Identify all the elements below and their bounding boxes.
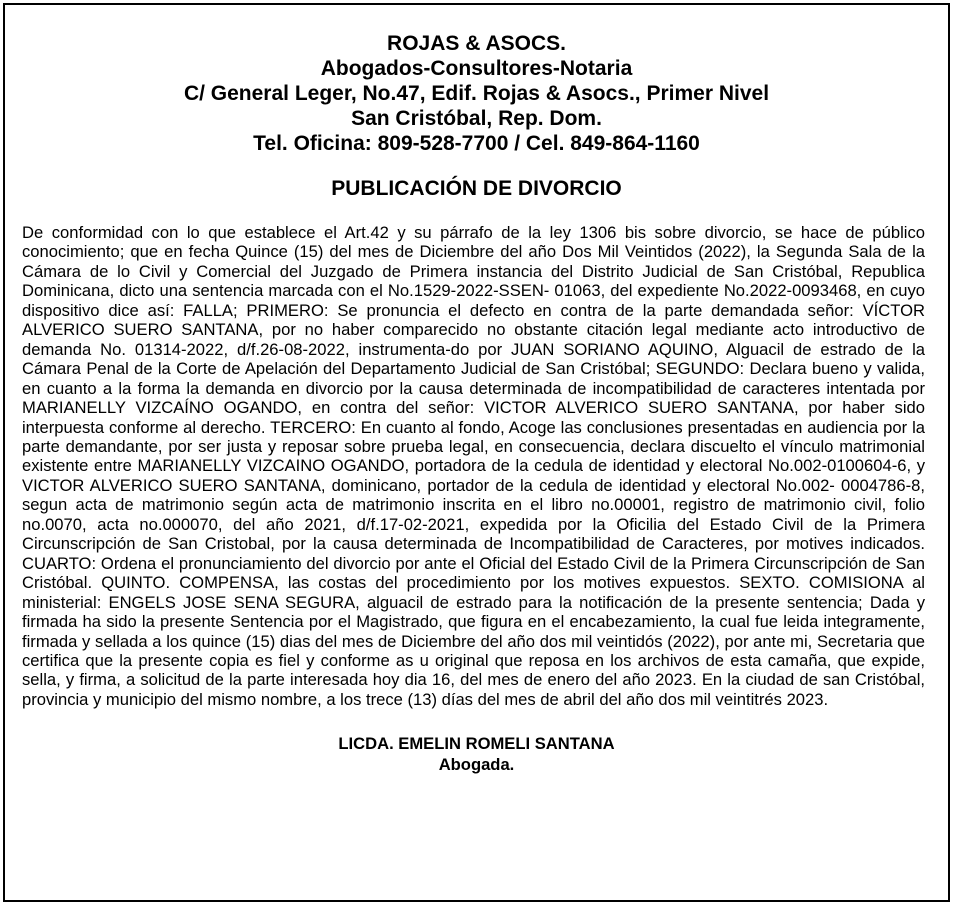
- notice-title: PUBLICACIÓN DE DIVORCIO: [331, 177, 622, 200]
- firm-address: C/ General Leger, No.47, Edif. Rojas & Asocs., Primer Nivel: [183, 82, 770, 105]
- firm-city: San Cristóbal, Rep. Dom.: [351, 107, 602, 130]
- firm-name: ROJAS & ASOCS.: [387, 32, 566, 55]
- letterhead: [5, 31, 948, 156]
- firm-phones: Tel. Oficina: 809-528-7700 / Cel. 849-864-1160: [253, 132, 700, 155]
- signature-block: [5, 733, 948, 775]
- notice-body: De conformidad con lo que establece el Art.42 y su párrafo de la ley 1306 bis sobre divorcio, se hace de público conocimiento; que en fecha Quince (15) del mes de Diciembre del año Dos Mil Veintidos (2022), la Segunda Sala de la Cámara de lo Civil y Comercial del Juzgado de Primera instancia del Distrito Judicial de San Cristóbal, Republica Dominicana, dicto una sentencia marcada con el No.1529-2022-SSEN- 01063, del expediente No.2022-0093468, en cuyo dispositivo dice así: FALLA; PRIMERO: Se pronuncia el defecto en contra de la parte demandada señor: VÍCTOR ALVERICO SUERO SANTANA, por no haber comparecido no obstante citación legal mediante acto introductivo de demanda No. 01314-2022, d/f.26-08-2022, instrumenta-do por JUAN SORIANO AQUINO, Alguacil de estrado de la Cámara Penal de la Corte de Apelación del Departamento Judicial de San Cristóbal; SEGUNDO: Declara bueno y valida, en cuanto a la forma la demanda en divorcio por la causa determinada de incompatibilidad de caracteres intentada por MARIANELLY VIZCAÍNO OGANDO, en contra del señor: VICTOR ALVERICO SUERO SANTANA, por haber sido interpuesta conforme al derecho. TERCERO: En cuanto al fondo, Acoge las conclusiones presentadas en audiencia por la parte demandante, por ser justa y reposar sobre prueba legal, en consecuencia, declara discuelto el vínculo matrimonial existente entre MARIANELLY VIZCAINO OGANDO, portadora de la cedula de identidad y electoral No.002-0100604-6, y VICTOR ALVERICO SUERO SANTANA, dominicano, portador de la cedula de identidad y electoral No.002- 0004786-8, segun acta de matrimonio según acta de matrimonio inscrita en el libro no.00001, registro de matrimonio civil, folio no.0070, acta no.000070, del año 2021, d/f.17-02-2021, expedida por la Oficilia del Estado Civil de la Primera Circunscripción de San Cristobal, por la causa determinada de Incompatibilidad de Caracteres, por motives indicados. CUARTO: Ordena el pronunciamiento del divorcio por ante el Oficial del Estado Civil de la Primera Circunscripción de San Cristóbal. QUINTO. COMPENSA, las costas del procedimiento por los motives expuestos. SEXTO. COMISIONA al ministerial: ENGELS JOSE SENA SEGURA, alguacil de estrado para la notificación de la presente sentencia; Dada y firmada ha sido la presente Sentencia por el Magistrado, que figura en el encabezamiento, la cual fue leida integramente, firmada y sellada a los quince (15) dias del mes de Diciembre del año dos mil veintidós (2022), por ante mi, Secretaria que certifica que la presente copia es fiel y conforme as u original que reposa en los archivos de esta camaña, que expide, sella, y firma, a solicitud de la parte interesada hoy dia 16, del mes de enero del año 2023. En la ciudad de san Cristóbal, provincia y municipio del mismo nombre, a los trece (13) días del mes de abril del año dos mil veintitrés 2023.: [22, 223, 925, 709]
- signatory-name: LICDA. EMELIN ROMELI SANTANA: [338, 734, 615, 754]
- divorce-notice: [3, 3, 950, 902]
- firm-type: Abogados-Consultores-Notaria: [320, 57, 633, 80]
- signatory-role: Abogada.: [438, 755, 515, 775]
